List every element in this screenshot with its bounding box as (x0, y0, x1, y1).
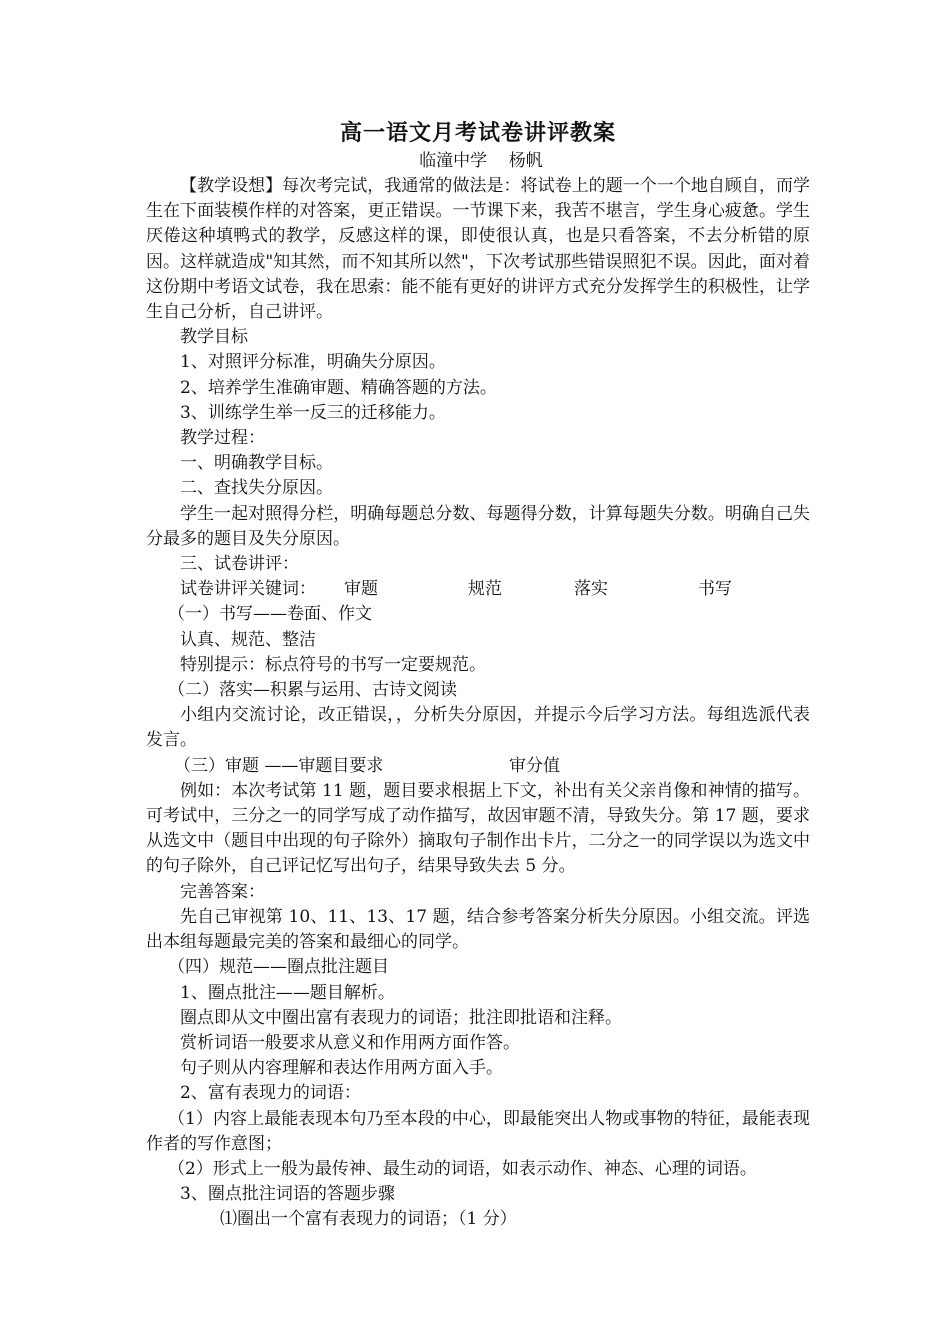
goals-heading: 教学目标 (180, 327, 248, 348)
section-heading: （二）落实—积累与运用、古诗文阅读 (168, 680, 457, 701)
section-heading-part: （三）审题 ——审题目要求 (174, 755, 384, 776)
section-heading: （一）书写——卷面、作文 (168, 604, 372, 625)
section-heading: （四）规范——圈点批注题目 (168, 957, 389, 978)
section-paragraph: 例如：本次考试第 11 题，题目要求根据上下文，补出有关父亲肖像和神情的描写。可考试中，三分之一的同学写成了动作描写，故因审题不清，导致失分。第 17 题，要求从选文中（题目中出现的句子除外）摘取句子制作出卡片，二分之一的同学误以为选文中的句子除外，自己评记忆写出句子，结果导致失去 5 分。 (146, 780, 810, 877)
section-paragraph: 先自己审视第 10、11、13、17 题，结合参考答案分析失分原因。小组交流。评选出本组每题最完美的答案和最细心的同学。 (146, 906, 810, 953)
section-line: 句子则从内容理解和表达作用两方面入手。 (180, 1058, 503, 1079)
subheading: 完善答案： (180, 881, 265, 902)
section-line: 2、富有表现力的词语： (180, 1083, 361, 1104)
document-page (146, 118, 810, 1233)
section-line: 赏析词语一般要求从意义和作用两方面作答。 (180, 1032, 520, 1053)
section-line: 圈点即从文中圈出富有表现力的词语；批注即批语和注释。 (180, 1007, 622, 1028)
step-heading: 一、明确教学目标。 (180, 453, 333, 474)
section-line: 3、圈点批注词语的答题步骤 (180, 1184, 395, 1205)
goal-item: 3、训练学生举一反三的迁移能力。 (180, 402, 446, 423)
section-line: （2）形式上一般为最传神、最生动的词语，如表示动作、神态、心理的词语。 (168, 1158, 757, 1179)
keywords-label: 试卷讲评关键词： (180, 579, 316, 600)
goal-item: 1、对照评分标准，明确失分原因。 (180, 352, 446, 373)
keyword: 审题 (344, 579, 378, 600)
document-title: 高一语文月考试卷讲评教案 (339, 120, 616, 146)
intro-paragraph: 【教学设想】每次考完试，我通常的做法是：将试卷上的题一个一个地自顾自，而学生在下面装模作样的对答案，更正错误。一节课下来，我苦不堪言，学生身心疲惫。学生厌倦这种填鸭式的教学，反感这样的课，即使很认真，也是只看答案，不去分析错的原因。这样就造成"知其然，而不知其所以然"，下次考试那些错误照犯不误。因此，面对着这份期中考语文试卷，我在思索：能不能有更好的讲评方式充分发挥学生的积极性，让学生自己分析，自己讲评。 (146, 176, 810, 323)
section-heading (146, 754, 810, 779)
process-heading: 教学过程： (180, 428, 265, 449)
keyword: 落实 (574, 579, 608, 600)
goal-item: 2、培养学生准确审题、精确答题的方法。 (180, 377, 497, 398)
keywords-row (146, 577, 810, 602)
step-heading: 二、查找失分原因。 (180, 478, 333, 499)
section-line: 特别提示：标点符号的书写一定要规范。 (180, 654, 486, 675)
keyword: 书写 (698, 579, 732, 600)
step-heading: 三、试卷讲评： (180, 554, 299, 575)
section-line: ⑴圈出一个富有表现力的词语；（1 分） (220, 1209, 517, 1230)
section-line: 1、圈点批注——题目解析。 (180, 982, 395, 1003)
keyword: 规范 (468, 579, 502, 600)
step-paragraph: 学生一起对照得分栏，明确每题总分数、每题得分数，计算每题失分数。明确自己失分最多的题目及失分原因。 (146, 503, 810, 549)
author-byline: 临潼中学 杨帆 (419, 151, 543, 171)
section-line: 认真、规范、整洁 (180, 629, 316, 650)
section-heading-part: 审分值 (509, 755, 560, 776)
section-paragraph: （1）内容上最能表现本句乃至本段的中心，即最能突出人物或事物的特征，最能表现作者的写作意图； (146, 1108, 810, 1154)
section-paragraph: 小组内交流讨论，改正错误，，分析失分原因，并提示今后学习方法。每组选派代表发言。 (146, 705, 810, 751)
